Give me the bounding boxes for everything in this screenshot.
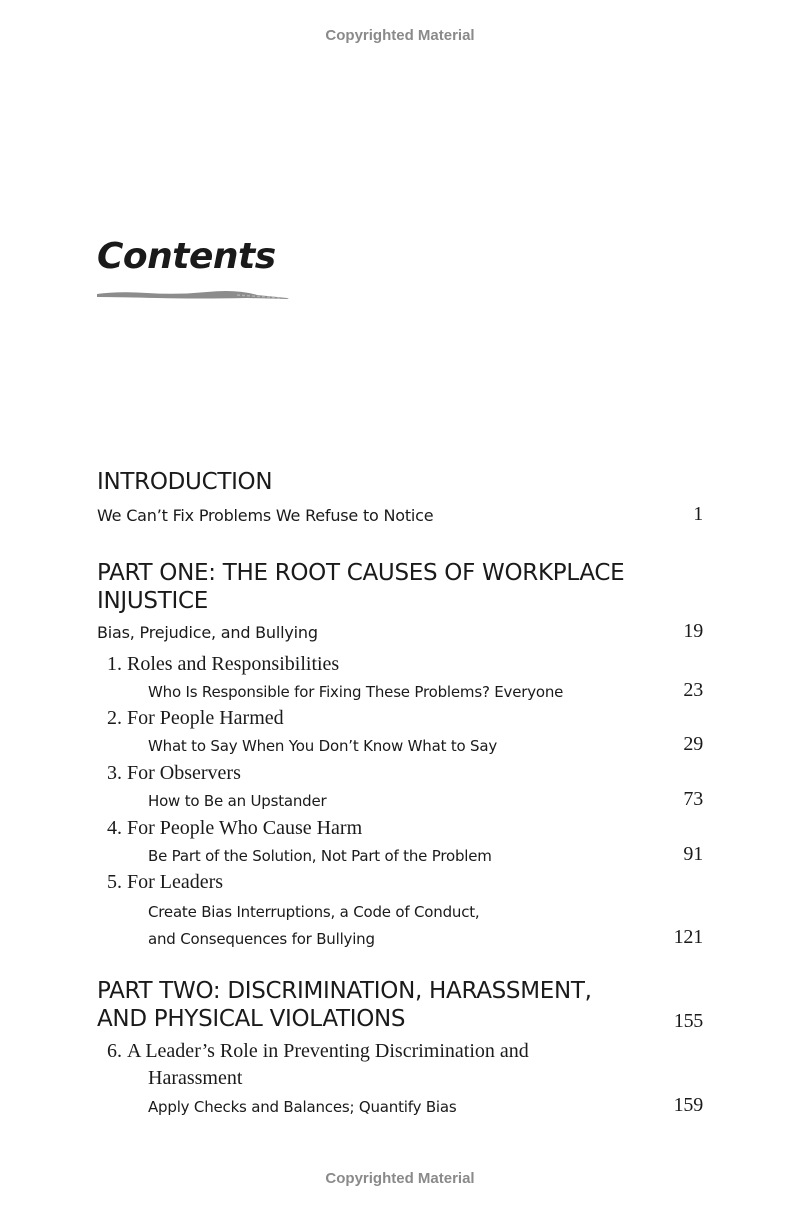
toc-chapter-3-entry[interactable]: How to Be an Upstander 73 <box>148 788 703 810</box>
toc-introduction-entry[interactable] <box>97 503 703 525</box>
toc-page-number: 1 <box>693 503 703 525</box>
toc-chapter-1-title[interactable]: 1. Roles and Responsibilities <box>107 653 340 675</box>
toc-chapter-2-title[interactable]: 2. For People Harmed <box>107 707 284 729</box>
toc-introduction-heading: INTRODUCTION <box>97 469 273 495</box>
toc-page-number: 121 <box>673 926 703 948</box>
toc-part-one-heading: PART ONE: THE ROOT CAUSES OF WORKPLACE INJUSTICE <box>97 560 625 614</box>
toc-part-one-entry[interactable] <box>97 620 703 642</box>
toc-entry-title: Bias, Prejudice, and Bullying <box>97 623 318 642</box>
toc-page-number: 29 <box>683 733 703 755</box>
toc-chapter-5-entry-line1[interactable]: Create Bias Interruptions, a Code of Conduct, <box>148 903 480 921</box>
toc-chapter-6-title[interactable]: 6. A Leader’s Role in Preventing Discrimination and Harassment <box>107 1040 529 1089</box>
brush-stroke-divider <box>97 289 289 301</box>
toc-page-number: 91 <box>683 843 703 865</box>
toc-chapter-1-entry[interactable]: Who Is Responsible for Fixing These Problems? Everyone 23 <box>148 679 703 701</box>
toc-chapter-5-title[interactable]: 5. For Leaders <box>107 871 224 893</box>
toc-chapter-4-entry[interactable]: Be Part of the Solution, Not Part of the Problem 91 <box>148 843 703 865</box>
toc-page-number: 73 <box>683 788 703 810</box>
toc-chapter-2-entry[interactable]: What to Say When You Don’t Know What to Say 29 <box>148 733 703 755</box>
toc-chapter-3-title[interactable]: 3. For Observers <box>107 762 241 784</box>
toc-page-number: 19 <box>683 620 703 642</box>
page-title: Contents <box>97 236 276 277</box>
toc-page-number: 159 <box>673 1094 703 1116</box>
toc-page-number: 23 <box>683 679 703 701</box>
toc-chapter-4-title[interactable]: 4. For People Who Cause Harm <box>107 817 363 839</box>
toc-part-two-heading[interactable]: PART TWO: DISCRIMINATION, HARASSMENT, AND PHYSICAL VIOLATIONS 155 <box>97 977 703 1033</box>
toc-entry-title: We Can’t Fix Problems We Refuse to Notice <box>97 506 434 525</box>
copyright-watermark-bottom: Copyrighted Material <box>325 1170 475 1187</box>
toc-page-number: 155 <box>673 1010 703 1032</box>
copyright-watermark-top: Copyrighted Material <box>325 27 475 44</box>
toc-chapter-6-entry[interactable]: Apply Checks and Balances; Quantify Bias 159 <box>148 1094 703 1116</box>
toc-chapter-5-entry-line2[interactable]: and Consequences for Bullying 121 <box>148 926 703 948</box>
